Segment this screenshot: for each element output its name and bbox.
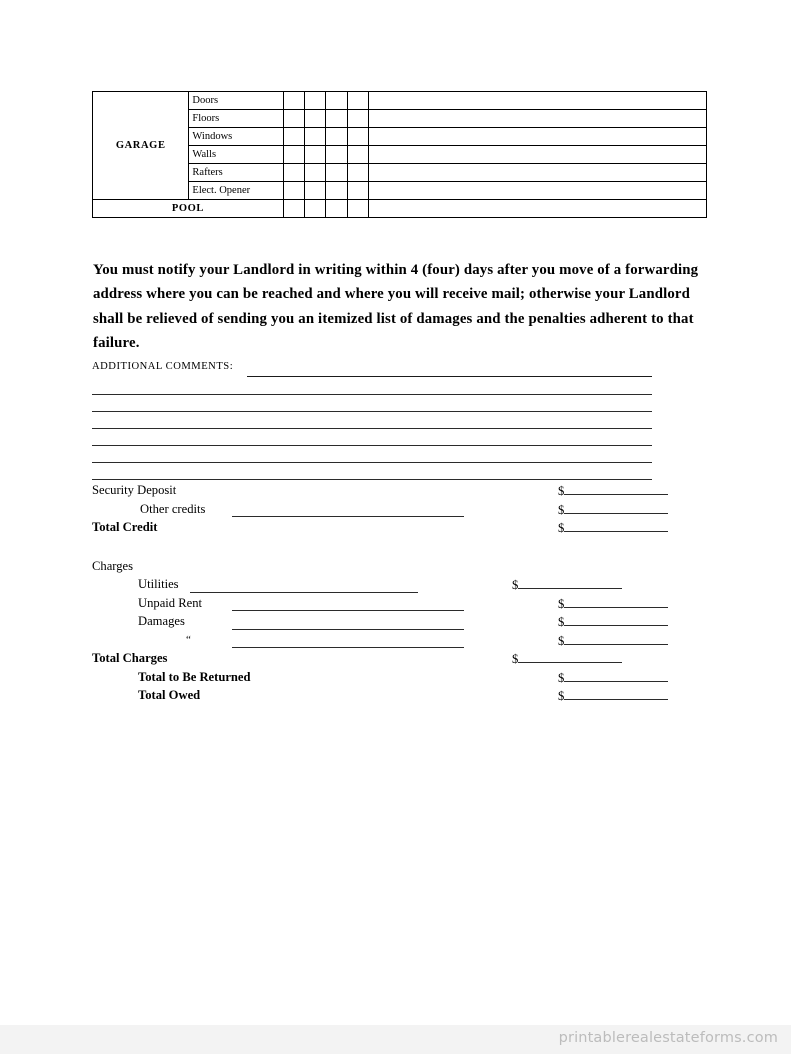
checkbox-cell-1[interactable] [283,182,304,200]
amount-input[interactable] [564,687,668,700]
damages-description-input[interactable] [232,629,464,630]
comment-blank-line-5[interactable] [92,446,652,463]
comment-blank-line-4[interactable] [92,429,652,446]
total-charges-label: Total Charges [92,651,168,665]
checkbox-cell-3[interactable] [326,164,347,182]
row-item-label: Windows [189,128,283,146]
checkbox-cell-3[interactable] [326,92,347,110]
section-label-garage: GARAGE [93,92,189,200]
comment-blank-line-1[interactable] [92,378,652,395]
row-total-credit [0,519,791,538]
checkbox-cell-4[interactable] [347,92,368,110]
checkbox-cell-2[interactable] [305,146,326,164]
notes-cell[interactable] [368,164,706,182]
row-item-label: Rafters [189,164,283,182]
amount-input[interactable] [518,576,622,589]
additional-comments-block [92,361,654,480]
checkbox-cell-4[interactable] [347,164,368,182]
ditto-description-input[interactable] [232,647,464,648]
row-item-label: Walls [189,146,283,164]
ditto-mark-label: “ [186,633,191,646]
checkbox-cell-2[interactable] [305,200,326,218]
checkbox-cell-1[interactable] [283,92,304,110]
total-credit-amount[interactable] [558,519,668,536]
checkbox-cell-3[interactable] [326,200,347,218]
checkbox-cell-3[interactable] [326,110,347,128]
total-to-be-returned-label: Total to Be Returned [138,669,251,684]
comment-blank-line-2[interactable] [92,395,652,412]
row-total-to-be-returned [0,669,791,688]
table-row [93,92,707,110]
row-item-label: Doors [189,92,283,110]
damages-amount[interactable] [558,613,668,630]
dollar-sign-icon: $ [558,689,565,703]
unpaid-rent-amount[interactable] [558,595,668,612]
checkbox-cell-2[interactable] [305,128,326,146]
other-credits-amount[interactable] [558,501,668,518]
dollar-sign-icon: $ [512,578,519,592]
notes-cell[interactable] [368,128,706,146]
total-charges-amount[interactable] [512,650,622,667]
total-credit-label: Total Credit [92,520,158,534]
additional-comments-input[interactable] [247,376,652,377]
checkbox-cell-1[interactable] [283,128,304,146]
dollar-sign-icon: $ [558,670,565,685]
notes-cell[interactable] [368,182,706,200]
deposit-accounting-section [0,482,791,706]
checkbox-cell-3[interactable] [326,146,347,164]
notes-cell[interactable] [368,146,706,164]
row-utilities [0,576,791,595]
checkbox-cell-1[interactable] [283,200,304,218]
footer-watermark: printablerealestateforms.com [558,1030,778,1046]
checkbox-cell-1[interactable] [283,146,304,164]
dollar-sign-icon: $ [512,652,519,666]
section-spacer [0,538,791,558]
row-total-charges [0,650,791,669]
notice-paragraph: You must notify your Landlord in writing within 4 (four) days after you move of a forwarding address where you can be reached and where you will receive mail; otherwise your Landlord shall be relieved of sending you an itemized list of damages and the penalties adherent to that failure. [93,261,699,352]
row-item-label: Elect. Opener [189,182,283,200]
table-row [93,200,707,218]
comment-blank-line-6[interactable] [92,463,652,480]
dollar-sign-icon: $ [558,521,565,535]
utilities-label: Utilities [138,577,179,591]
checkbox-cell-4[interactable] [347,146,368,164]
amount-input[interactable] [564,669,668,682]
row-charges-heading [0,558,791,577]
amount-input[interactable] [564,482,668,495]
checkbox-cell-2[interactable] [305,182,326,200]
comment-blank-line-3[interactable] [92,412,652,429]
amount-input[interactable] [564,613,668,626]
unpaid-rent-description-input[interactable] [232,610,464,611]
amount-input[interactable] [564,595,668,608]
utilities-description-input[interactable] [190,592,418,593]
additional-comments-label: ADDITIONAL COMMENTS: [92,361,234,372]
checkbox-cell-3[interactable] [326,128,347,146]
notes-cell[interactable] [368,110,706,128]
security-deposit-amount[interactable] [558,482,668,499]
damages-label: Damages [138,614,185,628]
dollar-sign-icon: $ [558,502,565,517]
checkbox-cell-4[interactable] [347,200,368,218]
checkbox-cell-1[interactable] [283,110,304,128]
dollar-sign-icon: $ [558,596,565,611]
amount-input[interactable] [564,501,668,514]
row-damages-ditto [0,632,791,651]
ditto-amount[interactable] [558,632,668,649]
row-unpaid-rent [0,595,791,614]
checkbox-cell-4[interactable] [347,128,368,146]
amount-input[interactable] [518,650,622,663]
notes-cell[interactable] [368,92,706,110]
additional-comments-first-line [92,361,654,378]
checkbox-cell-3[interactable] [326,182,347,200]
notes-cell[interactable] [368,200,706,218]
checkbox-cell-2[interactable] [305,110,326,128]
other-credits-label: Other credits [140,501,206,516]
utilities-amount[interactable] [512,576,622,593]
checkbox-cell-1[interactable] [283,164,304,182]
section-label-pool: POOL [93,200,284,218]
dollar-sign-icon: $ [558,615,565,629]
row-item-label: Floors [189,110,283,128]
total-to-be-returned-amount[interactable] [558,669,668,686]
charges-heading: Charges [92,558,134,573]
amount-input[interactable] [564,519,668,532]
checkbox-cell-4[interactable] [347,182,368,200]
other-credits-description-input[interactable] [232,516,464,517]
dollar-sign-icon: $ [558,484,565,498]
total-owed-label: Total Owed [138,688,201,702]
row-total-owed [0,687,791,706]
checkbox-cell-4[interactable] [347,110,368,128]
checkbox-cell-2[interactable] [305,92,326,110]
row-damages [0,613,791,632]
row-security-deposit [0,482,791,501]
amount-input[interactable] [564,632,668,645]
row-other-credits [0,501,791,520]
inspection-table [92,91,707,218]
checkbox-cell-2[interactable] [305,164,326,182]
total-owed-amount[interactable] [558,687,668,704]
security-deposit-label: Security Deposit [92,483,177,497]
dollar-sign-icon: $ [558,633,565,648]
unpaid-rent-label: Unpaid Rent [138,595,203,610]
